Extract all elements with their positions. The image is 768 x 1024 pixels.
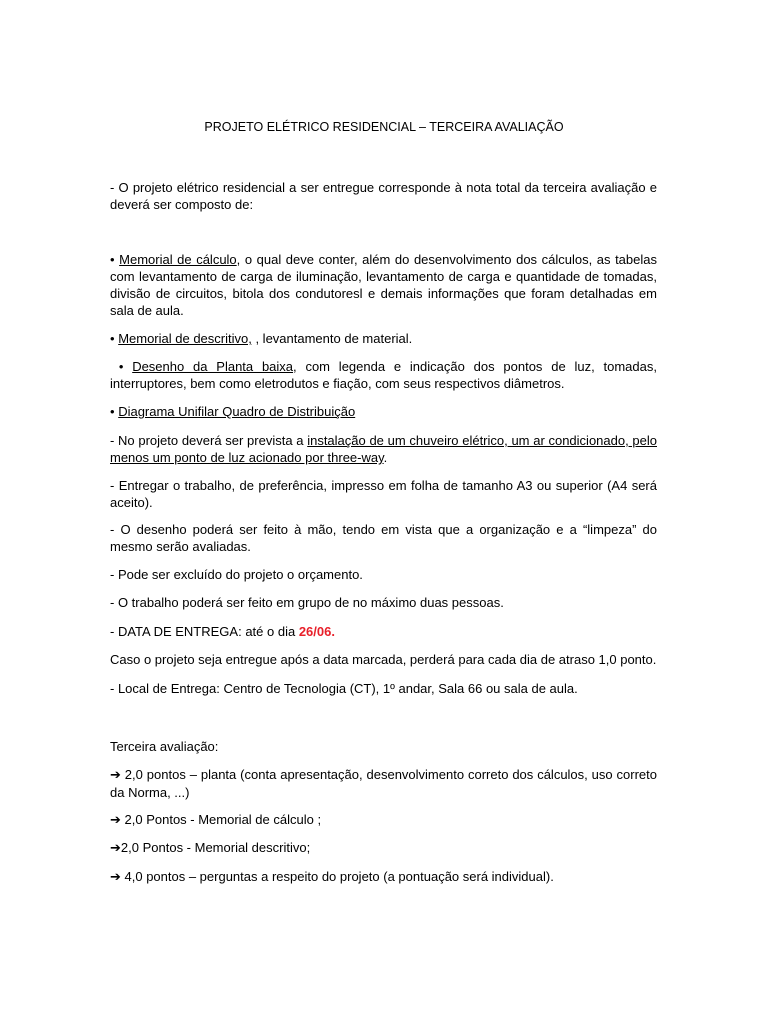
note-previsao [110,432,657,466]
note-data-entrega [110,623,657,640]
arrow-right-icon: ➔ [110,841,121,856]
item-memorial-calculo [110,251,657,319]
item-text: , levantamento de material. [251,331,413,346]
item-label: Memorial de cálculo [119,252,237,267]
arrow-right-icon: ➔ [110,870,121,885]
evaluation-line-text: 2,0 Pontos - Memorial de cálculo ; [120,812,322,827]
note-atraso: Caso o projeto seja entregue após a data marcada, perderá para cada dia de atraso 1,0 ponto. [110,652,657,667]
evaluation-line [110,868,657,886]
evaluation-line [110,766,657,801]
item-label: Desenho da Planta baixa [132,359,294,374]
item-desenho [110,358,657,392]
evaluation-line-text: 2,0 Pontos - Memorial descritivo; [120,840,311,855]
arrow-right-icon: ➔ [110,813,121,828]
intro-paragraph: - O projeto elétrico residencial a ser entregue corresponde à nota total da terceira avaliação e deverá ser composto de: [110,180,657,212]
evaluation-line [110,839,657,857]
item-label: Memorial de descritivo, [118,331,252,346]
data-entrega-label: - DATA DE ENTREGA: até o dia [110,624,299,639]
bullet: • [110,252,115,267]
evaluation-line-text: 2,0 pontos – planta (conta apresentação, desenvolvimento correto dos cálculos, uso correto da Norma, ...) [110,767,657,800]
note-previsao-underlined: instalação de um chuveiro elétrico, um ar condicionado, pelo menos um ponto de luz acionado por three-way [110,433,657,465]
note-previsao-suffix: . [383,450,388,465]
evaluation-line-text: 4,0 pontos – perguntas a respeito do projeto (a pontuação será individual). [120,869,554,884]
document-title: PROJETO ELÉTRICO RESIDENCIAL – TERCEIRA AVALIAÇÃO [204,120,564,134]
arrow-right-icon: ➔ [110,768,121,783]
bullet: • [118,359,124,374]
note-previsao-prefix: - No projeto deverá ser prevista a [110,433,308,448]
note-orcamento: - Pode ser excluído do projeto o orçamento. [110,567,363,582]
data-entrega-value: 26/06. [298,624,335,639]
evaluation-heading: Terceira avaliação: [110,739,219,754]
evaluation-line [110,811,657,829]
bullet: • [110,331,115,346]
note-grupo: - O trabalho poderá ser feito em grupo de no máximo duas pessoas. [110,595,504,610]
bullet: • [110,404,115,419]
note-local: - Local de Entrega: Centro de Tecnologia (CT), 1º andar, Sala 66 ou sala de aula. [110,681,578,696]
item-text: , o qual deve conter, além do desenvolvimento dos cálculos, as tabelas com levantamento de carga de iluminação, levantamento de carga e quantidade de tomadas, divisão de circuitos, bitola dos condutoresl e demais informações que foram detalhadas em sala de aula. [110,252,657,318]
item-memorial-descritivo [110,330,657,347]
note-entregar: - Entregar o trabalho, de preferência, impresso em folha de tamanho A3 ou superior (A4 será aceito). [110,478,657,510]
item-text: , com legenda e indicação dos pontos de luz, tomadas, interruptores, bem como eletrodutos e fiação, com seus respectivos diâmetros. [110,359,657,391]
item-label: Diagrama Unifilar Quadro de Distribuição [118,404,356,419]
note-desenho-mao: - O desenho poderá ser feito à mão, tendo em vista que a organização e a “limpeza” do mesmo serão avaliadas. [110,522,657,554]
item-diagrama [110,403,657,420]
